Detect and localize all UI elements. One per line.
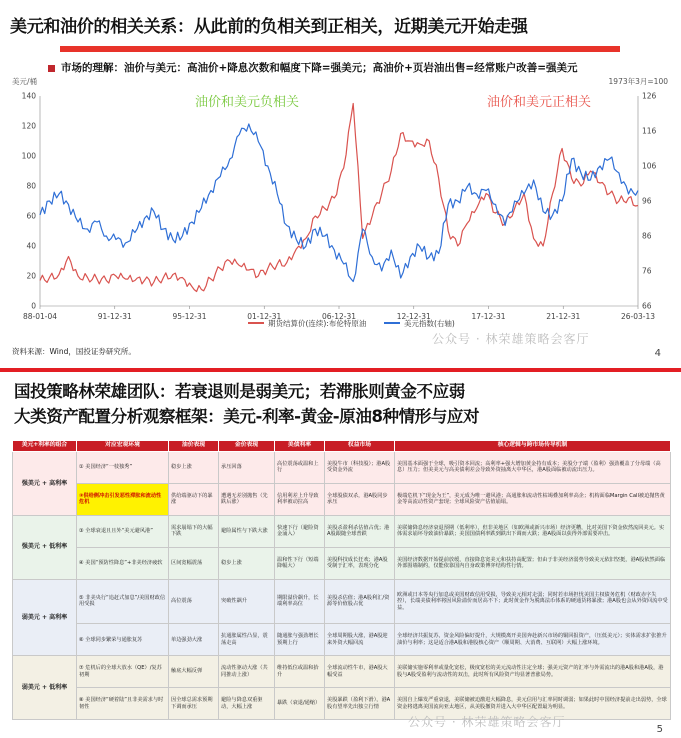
equity-cell: 美股杀盈利杀估值占优；港A股跟随全球普跌 [325, 515, 395, 547]
chart-svg [0, 74, 681, 336]
table-row [13, 688, 671, 720]
oil-cell: 稳步上涨 [169, 452, 219, 484]
table-row [13, 547, 671, 579]
rate-cell: 期限溢价飙升，长端利率高位 [275, 579, 325, 624]
table-row [13, 579, 671, 624]
logic-cell: 美国基本面强于全球，吸引资本回流；高利率+强大增加黄金持有成本；美股分子端（盈利）强劲覆盖了分母端（高息）压力；但美美元与高美债利差会导致外资抽离大中华区，港A股面临被动流出压力。 [395, 452, 671, 484]
slide-subtitle [48, 60, 578, 75]
right-tick-label: 86 [642, 231, 652, 241]
table-row [13, 624, 671, 656]
equity-cell: 全球流动性牛市，港A股大幅受益 [325, 656, 395, 688]
framework-table [12, 440, 671, 720]
watermark: 公众号 · 林荣雄策略会客厅 [408, 715, 566, 729]
gold-cell: 遭遇无差别抛售（先跌后涨） [219, 483, 275, 515]
table-header-cell: 油价表现 [169, 441, 219, 452]
page-number: 5 [656, 724, 663, 735]
combo-cell: 弱美元 + 高利率 [13, 579, 77, 656]
oil-cell: 单边强劲大涨 [169, 624, 219, 656]
x-tick-label: 88-01-04 [22, 312, 58, 321]
table-row [13, 452, 671, 484]
rate-cell: 随通胀与强劲增长预期上行 [275, 624, 325, 656]
brent-oil-line [40, 104, 638, 292]
right-tick-label: 66 [642, 301, 652, 311]
x-tick-label: 95-12-31 [172, 312, 207, 321]
gold-cell: 抗通胀属性凸显，震荡走高 [219, 624, 275, 656]
source-note: 资料来源：Wind，国投证券研究所。 [12, 347, 136, 356]
left-tick-label: 100 [21, 151, 36, 161]
slide-asset-framework [0, 372, 681, 738]
env-cell: ⑤ 非美央行“追赶式加息”/美国财政信用受损 [77, 579, 169, 624]
gold-cell: 承压回落 [219, 452, 275, 484]
x-tick-label: 91-12-31 [97, 312, 132, 321]
slide-title-line2: 大类资产配置分析观察框架：美元-利率-黄金-原油8种情形与应对 [14, 407, 480, 426]
gold-cell: 稳步上涨 [219, 547, 275, 579]
bullet-icon [48, 65, 55, 72]
left-tick-label: 140 [21, 91, 36, 101]
x-tick-label: 01-12-31 [247, 312, 282, 321]
equity-cell: 美股牛市（科技股）；港A股受资金外流 [325, 452, 395, 484]
x-tick-label: 17-12-31 [471, 312, 506, 321]
equity-cell: 美股科技成长狂欢；港A股受制于汇率，表现分化 [325, 547, 395, 579]
left-tick-label: 0 [31, 301, 36, 311]
logic-cell: 美联储降息经济衰退预期（低利率），但非美地区（如欧洲或新兴市场）经济更糟，比对美国下资金依然流回美元。实体需求崩坏导致油价暴跌；美国国债利率跌到跌出下调而大跌；港A股面以获得外部需要冲击。 [395, 515, 671, 547]
table-row [13, 483, 671, 515]
table-row [13, 515, 671, 547]
equity-cell: 美股杀估值；港A股利汇/资源等价值股占优 [325, 579, 395, 624]
table-header-row [13, 441, 671, 452]
logic-cell: 全球经济共振复苏，资金风险偏好提升，大规模离开美国奔赴新兴市场的铜回报资产，（压低美元）；实体需求扩张推升油价与利率；这是适合港A股和港股核心资产（顺周期、大消费、互联网）大幅上涨环境。 [395, 624, 671, 656]
right-tick-label: 116 [642, 126, 657, 136]
equity-cell: 全球股债双杀，港A股同步承压 [325, 483, 395, 515]
table-header-cell: 核心逻辑与跨市场传导机制 [395, 441, 671, 452]
oil-cell: 区间宽幅震荡 [169, 547, 219, 579]
left-tick-label: 20 [26, 271, 36, 281]
table-header-cell: 对应宏观环境 [77, 441, 169, 452]
combo-cell: 强美元 + 低利率 [13, 515, 77, 579]
watermark: 公众号 · 林荣雄策略会客厅 [432, 332, 590, 346]
oil-cell: 触底大幅反弹 [169, 656, 219, 688]
rate-cell: 维持低位或温和抬升 [275, 656, 325, 688]
env-cell: ⑧ 美国经济“硬着陆”且非美需求与时韧性 [77, 688, 169, 720]
annotation-negative: 油价和美元负相关 [195, 95, 300, 110]
rate-cell: 温和性下行（短端降幅大） [275, 547, 325, 579]
oil-dollar-chart [0, 74, 681, 336]
env-cell: ④ 美国“预防性降息”+非美经济疲软 [77, 547, 169, 579]
table-row [13, 656, 671, 688]
right-tick-label: 106 [642, 161, 657, 171]
right-tick-label: 76 [642, 266, 652, 276]
gold-cell: 避险与降息双重驱动，大幅上涨 [219, 688, 275, 720]
legend-label: 期货结算价(连续):布伦特原油 [268, 319, 367, 328]
left-axis-unit: 美元/桶 [12, 77, 38, 86]
legend-label: 美元指数(右轴) [404, 319, 455, 328]
equity-cell: 全球周期股大涨，港A股迎来外资大幅回流 [325, 624, 395, 656]
left-tick-label: 80 [26, 181, 36, 191]
oil-cell: 需求崩塌下的大幅下跌 [169, 515, 219, 547]
subtitle-text: 市场的理解：油价与美元：高油价+降息次数和幅度下降=强美元；高油价+页岩油出售=经常账户改善=强美元 [61, 62, 578, 74]
slide-title: 美元和油价的相关关系：从此前的负相关到正相关，近期美元开始走强 [10, 17, 528, 37]
env-cell: ②供给侧冲击引发恶性滞胀和流动性危机 [77, 483, 169, 515]
oil-cell: 供给端驱动下的暴涨 [169, 483, 219, 515]
env-cell: ① 美国经济“一枝独秀” [77, 452, 169, 484]
gold-cell: 突破性飙升 [219, 579, 275, 624]
logic-cell: 极端危机下“现金为王”，美元成为唯一避风港；高通胀和流动性枯竭叠加利率高企；机构面临Margin Call被迫抛售黄金等高流动性资产套现；全球风险资产估值崩塌。 [395, 483, 671, 515]
table-header-cell: 美元+利率的组合 [13, 441, 77, 452]
x-tick-label: 06-12-31 [321, 312, 357, 321]
page-number: 4 [654, 348, 661, 359]
env-cell: ⑦ 危机后的全球大放水（QE）/复苏初期 [77, 656, 169, 688]
env-cell: ⑥ 全球同步繁荣与通胀复苏 [77, 624, 169, 656]
oil-cell: 因全球总需求预期下调而承压 [169, 688, 219, 720]
rate-cell: 快速下行（避险资金涌入） [275, 515, 325, 547]
rate-cell: 信用利差上升导致利率被动拉高 [275, 483, 325, 515]
equity-cell: 美股暴跌（盈利下滑），港A股有望率先出独立行情 [325, 688, 395, 720]
logic-cell: 欧洲或日本等央行加息或美国财政信用受损，导致美元相对走弱；同时若市场担忧美国主权债务危机（财政赤字失控），长端美债利率将因风险溢价而居高不下；此时黄金作为脱离法币体系的硬通货将暴涨；港A股也会从外资回流中受益。 [395, 579, 671, 624]
logic-cell: 美国经济数据开始提前放缓，直接降息宽美元和扶持高配置；但由于非美经济弱势导致美元依旧坚挺，港A股依然面临外部围墙制约，仅能依靠国内自身政策博弈结构性行情。 [395, 547, 671, 579]
right-axis-unit: 1973年3月=100 [608, 77, 668, 86]
gold-cell: 流动性驱动大涨（共同推动上涨） [219, 656, 275, 688]
right-tick-label: 96 [642, 196, 652, 206]
logic-cell: 美联储实施零利率或量化宽松，极度宽松的美元流动性注定全球；强美元资产的汇率与外需流出的港A股和港A股，港股与A股受盈利与流动性的双击，此时所有风险资产均显著普涨局势。 [395, 656, 671, 688]
right-tick-label: 126 [642, 91, 657, 101]
gold-cell: 避险属性与下跌大涨 [219, 515, 275, 547]
table-header-cell: 金价表现 [219, 441, 275, 452]
left-tick-label: 40 [26, 241, 36, 251]
slide-title-line1: 国投策略林荣雄团队：若衰退则是弱美元；若滞胀则黄金不应弱 [14, 382, 465, 401]
rate-cell: 高位震荡或温和上行 [275, 452, 325, 484]
combo-cell: 弱美元 + 低利率 [13, 656, 77, 720]
title-underline [60, 46, 620, 52]
x-tick-label: 12-12-31 [396, 312, 431, 321]
logic-cell: 美国自上爆发严重衰退，美联储被迫激进大幅降息，美元信用与汇率同时调弱；如果此时中国经济提前走出弱势，全球资金将逃离美国流向亚太地区，从美股撤资并进入大中华区配置最为明显。 [395, 688, 671, 720]
env-cell: ③ 全球衰退且且外“美元避风港” [77, 515, 169, 547]
annotation-positive: 油价和美元正相关 [487, 95, 592, 110]
table-header-cell: 权益市场 [325, 441, 395, 452]
left-tick-label: 120 [21, 121, 36, 131]
combo-cell: 强美元 + 高利率 [13, 452, 77, 516]
table-header-cell: 美债利率 [275, 441, 325, 452]
left-tick-label: 60 [26, 211, 36, 221]
oil-cell: 高位震荡 [169, 579, 219, 624]
x-tick-label: 21-12-31 [546, 312, 581, 321]
rate-cell: 暴跌（衰退/通缩） [275, 688, 325, 720]
x-tick-label: 26-03-13 [620, 312, 656, 321]
dollar-index-line [40, 124, 638, 282]
